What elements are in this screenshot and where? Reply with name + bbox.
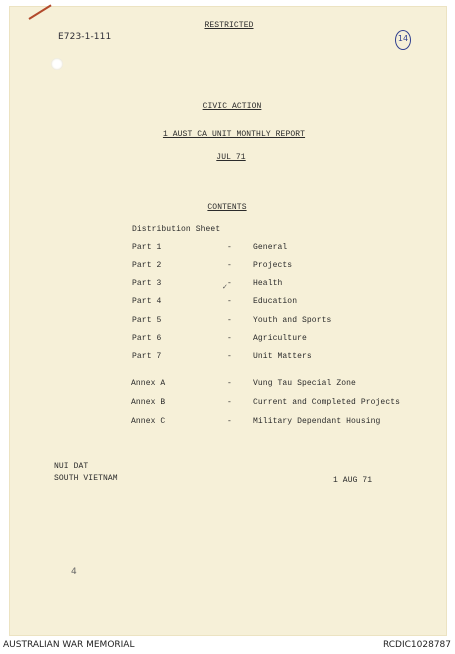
contents-part-label: Part 3 [132, 279, 162, 288]
location-line-1: NUI DAT [54, 462, 89, 471]
page-mark: 4 [71, 567, 77, 577]
contents-dash: - [227, 297, 232, 306]
document-subtitle: 1 AUST CA UNIT MONTHLY REPORT [162, 130, 306, 139]
annex-label: Annex A [131, 379, 166, 388]
classification-header: RESTRICTED [204, 21, 254, 30]
distribution-sheet-entry: Distribution Sheet [132, 225, 221, 234]
punch-hole [51, 58, 63, 70]
contents-dash: - [227, 261, 232, 270]
annex-label: Annex B [131, 398, 166, 407]
contents-part-label: Part 4 [132, 297, 162, 306]
annex-dash: - [227, 417, 232, 426]
report-period: JUL 71 [216, 153, 246, 162]
contents-part-title: Education [253, 297, 298, 306]
footer-left-text: AUSTRALIAN WAR MEMORIAL [3, 640, 135, 650]
annex-dash: - [227, 398, 232, 407]
handwritten-reference: E723-1-111 [58, 32, 112, 42]
contents-part-title: Unit Matters [253, 352, 312, 361]
contents-part-label: Part 6 [132, 334, 162, 343]
check-mark: ✓ [222, 283, 228, 291]
page-number-circle [395, 30, 411, 50]
contents-part-label: Part 7 [132, 352, 162, 361]
contents-part-title: Health [253, 279, 283, 288]
contents-part-label: Part 2 [132, 261, 162, 270]
annex-dash: - [227, 379, 232, 388]
contents-dash: - [227, 279, 232, 288]
location-line-2: SOUTH VIETNAM [54, 474, 118, 483]
contents-dash: - [227, 352, 232, 361]
footer-right-text: RCDIC1028787 [382, 640, 451, 650]
contents-part-label: Part 1 [132, 243, 162, 252]
report-date: 1 AUG 71 [333, 476, 373, 485]
contents-dash: - [227, 334, 232, 343]
document-page [9, 6, 447, 636]
document-title: CIVIC ACTION [202, 102, 262, 111]
annex-title: Military Dependant Housing [253, 417, 381, 426]
contents-dash: - [227, 316, 232, 325]
contents-part-title: Projects [253, 261, 293, 270]
page-number: 14 [397, 34, 409, 43]
annex-title: Current and Completed Projects [253, 398, 401, 407]
paper-clip-mark [28, 4, 51, 19]
contents-heading: CONTENTS [207, 203, 247, 212]
contents-part-title: Agriculture [253, 334, 307, 343]
contents-dash: - [227, 243, 232, 252]
contents-part-label: Part 5 [132, 316, 162, 325]
annex-title: Vung Tau Special Zone [253, 379, 356, 388]
annex-label: Annex C [131, 417, 166, 426]
contents-part-title: Youth and Sports [253, 316, 332, 325]
contents-part-title: General [253, 243, 288, 252]
